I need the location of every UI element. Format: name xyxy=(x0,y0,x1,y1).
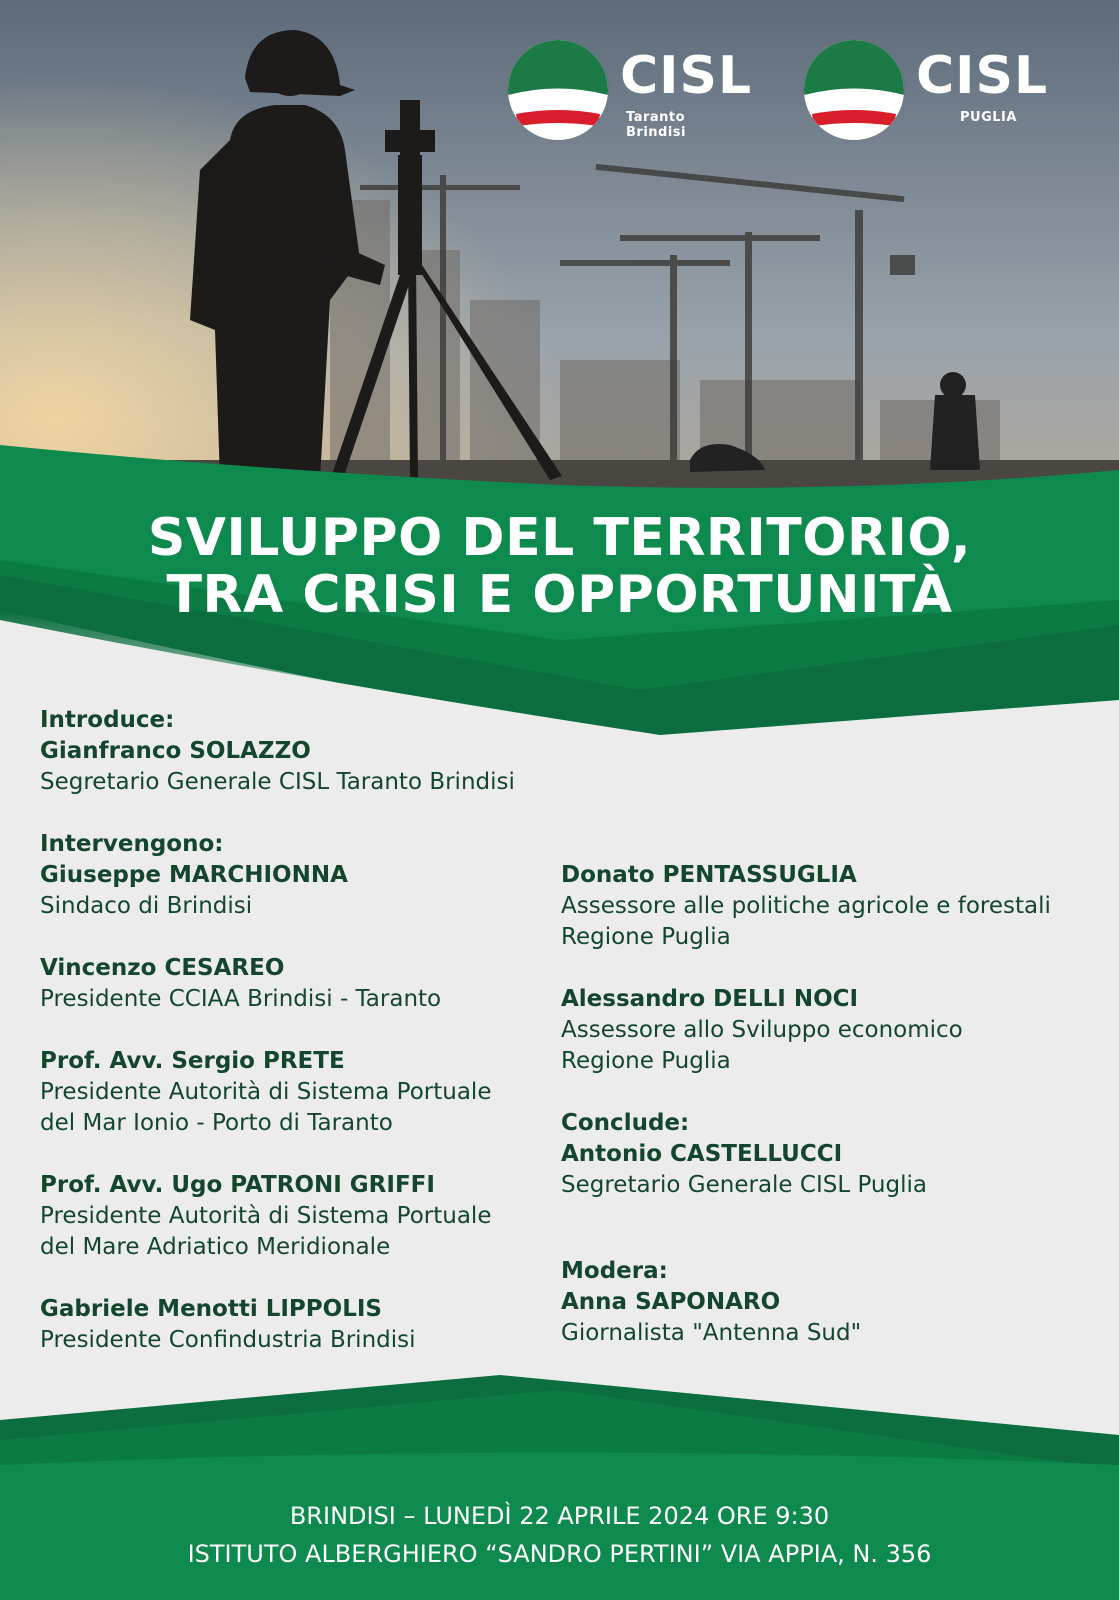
speaker-role: Presidente Autorità di Sistema Portuale xyxy=(40,1203,492,1229)
left-speakers-column xyxy=(40,705,560,1356)
speaker-block xyxy=(40,1170,560,1263)
speaker-name: Vincenzo CESAREO xyxy=(40,955,285,981)
conclude-label: Conclude: xyxy=(561,1110,690,1136)
speaker-role: Sindaco di Brindisi xyxy=(40,893,253,919)
speaker-role: Regione Puglia xyxy=(561,1048,731,1074)
speaker-name: Giuseppe MARCHIONNA xyxy=(40,862,348,888)
speaker-name: Gabriele Menotti LIPPOLIS xyxy=(40,1296,382,1322)
intervengono-label: Intervengono: xyxy=(40,831,224,857)
modera-label: Modera: xyxy=(561,1258,668,1284)
speaker-block xyxy=(40,829,560,922)
conclude-block xyxy=(561,1108,1111,1201)
speaker-name: Prof. Avv. Ugo PATRONI GRIFFI xyxy=(40,1172,435,1198)
speaker-role: Assessore alle politiche agricole e forestali xyxy=(561,893,1051,919)
title-line-1: SVILUPPO DEL TERRITORIO, xyxy=(147,508,972,568)
speaker-role: Presidente CCIAA Brindisi - Taranto xyxy=(40,986,442,1012)
event-details-footer xyxy=(0,1497,1119,1573)
speaker-block xyxy=(40,1294,560,1356)
speaker-block xyxy=(40,953,560,1015)
event-date-time: BRINDISI – LUNEDÌ 22 APRILE 2024 ORE 9:30 xyxy=(289,1502,830,1530)
logo-subtitle: Taranto Brindisi xyxy=(626,110,686,140)
speaker-block xyxy=(40,1046,560,1139)
speaker-role: Segretario Generale CISL Puglia xyxy=(561,1172,927,1198)
speaker-name: Antonio CASTELLUCCI xyxy=(561,1141,843,1167)
right-speakers-column xyxy=(561,860,1111,1349)
speaker-name: Prof. Avv. Sergio PRETE xyxy=(40,1048,345,1074)
speaker-role: Segretario Generale CISL Taranto Brindisi xyxy=(40,769,515,795)
introduce-label: Introduce: xyxy=(40,707,175,733)
cisl-flag-logo-icon xyxy=(508,40,608,140)
speaker-name: Gianfranco SOLAZZO xyxy=(40,738,311,764)
speaker-name: Donato PENTASSUGLIA xyxy=(561,862,857,888)
speaker-role: Giornalista "Antenna Sud" xyxy=(561,1320,862,1346)
speaker-role: del Mare Adriatico Meridionale xyxy=(40,1234,391,1260)
modera-block xyxy=(561,1256,1111,1349)
logo-subtitle: PUGLIA xyxy=(960,110,1017,125)
cisl-flag-logo-icon xyxy=(804,40,904,140)
introduce-block xyxy=(40,705,560,798)
speaker-name: Anna SAPONARO xyxy=(561,1289,781,1315)
speaker-role: Presidente Confindustria Brindisi xyxy=(40,1327,416,1353)
logo-word: CISL xyxy=(620,46,753,106)
speaker-role: Assessore allo Sviluppo economico xyxy=(561,1017,963,1043)
speaker-block xyxy=(561,984,1111,1077)
speaker-block xyxy=(561,860,1111,953)
event-title xyxy=(0,510,1119,624)
logo-word: CISL xyxy=(916,46,1049,106)
speaker-role: del Mar Ionio - Porto di Taranto xyxy=(40,1110,393,1136)
speaker-role: Regione Puglia xyxy=(561,924,731,950)
speaker-name: Alessandro DELLI NOCI xyxy=(561,986,859,1012)
speaker-role: Presidente Autorità di Sistema Portuale xyxy=(40,1079,492,1105)
event-venue: ISTITUTO ALBERGHIERO “SANDRO PERTINI” VIA APPIA, N. 356 xyxy=(187,1540,932,1568)
title-line-2: TRA CRISI E OPPORTUNITÀ xyxy=(166,565,953,625)
